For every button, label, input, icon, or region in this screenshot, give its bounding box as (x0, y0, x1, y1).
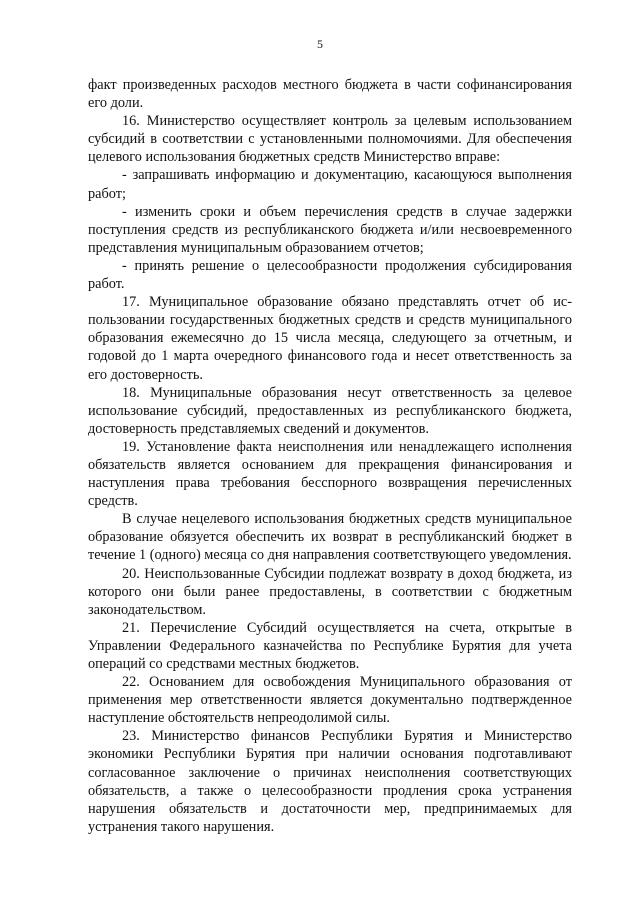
paragraph-20: 20. Неиспользованные Субсидии подлежат возврату в доход бюджета, из которого они были ранее предоставлены, в соответствии с бюджетным законодательством. (88, 565, 572, 618)
paragraph-continuation: факт произведенных расходов местного бюджета в части софинансирования его доли. (88, 77, 572, 112)
paragraph-16: 16. Министерство осуществляет контроль за целевым использованием субсидий в соответствии с установленными полномочиями. Для обеспечения целевого использования бюджетных средств Министерство вправе: (88, 113, 572, 166)
paragraph-misuse: В случае нецелевого использования бюджетных средств муниципальное образование обязуется обеспечить их возврат в республиканский бюджет в течение 1 (одного) месяца со дня направления соответствующего уведомления. (88, 511, 572, 564)
paragraph-23: 23. Министерство финансов Республики Бурятия и Министерство экономики Республики Бурятия при наличии основания подготавливают согласованное заключение о причинах неисполнения соответствующих обязательств, а также о целесообразности продления срока устранения нарушения обязательств и достаточности мер, предпринимаемых для устранения такого нарушения. (88, 728, 572, 835)
paragraph-18: 18. Муниципальные образования несут ответственность за целевое использование субсидий, предоставленных из республиканского бюджета, достоверность представляемых сведений и документов. (88, 384, 572, 437)
paragraph-21: 21. Перечисление Субсидий осуществляется на счета, открытые в Управлении Федерального казначейства по Республике Бурятия для учета операций со средствами местных бюджетов. (88, 619, 572, 672)
document-body (88, 76, 572, 836)
paragraph-19: 19. Установление факта неисполнения или ненадлежащего исполнения обязательств является основанием для прекращения финансирования и наступления права требования бесспорного возвращения перечисленных средств. (88, 438, 572, 510)
paragraph-17: 17. Муниципальное образование обязано представлять отчет об использовании государственных бюджетных средств и средств муниципального образования ежемесячно до 15 числа месяца, следующего за отчетным, и годовой до 1 марта очередного финансового года и несет ответственность за его достоверность. (88, 294, 572, 383)
page-number: 5 (317, 37, 323, 51)
list-item-change-terms: - изменить сроки и объем перечисления средств в случае задержки поступления средств из республиканского бюджета и/или несвоевременного представления муниципальным образованием отчетов; (88, 203, 572, 256)
list-item-decision: - принять решение о целесообразности продолжения субсидирования работ. (88, 257, 572, 293)
paragraph-22: 22. Основанием для освобождения Муниципального образования от применения мер ответственности является документально подтвержденное наступление обстоятельств непреодолимой силы. (88, 674, 572, 727)
list-item-request-info: - запрашивать информацию и документацию, касающуюся выполнения работ; (88, 167, 572, 202)
